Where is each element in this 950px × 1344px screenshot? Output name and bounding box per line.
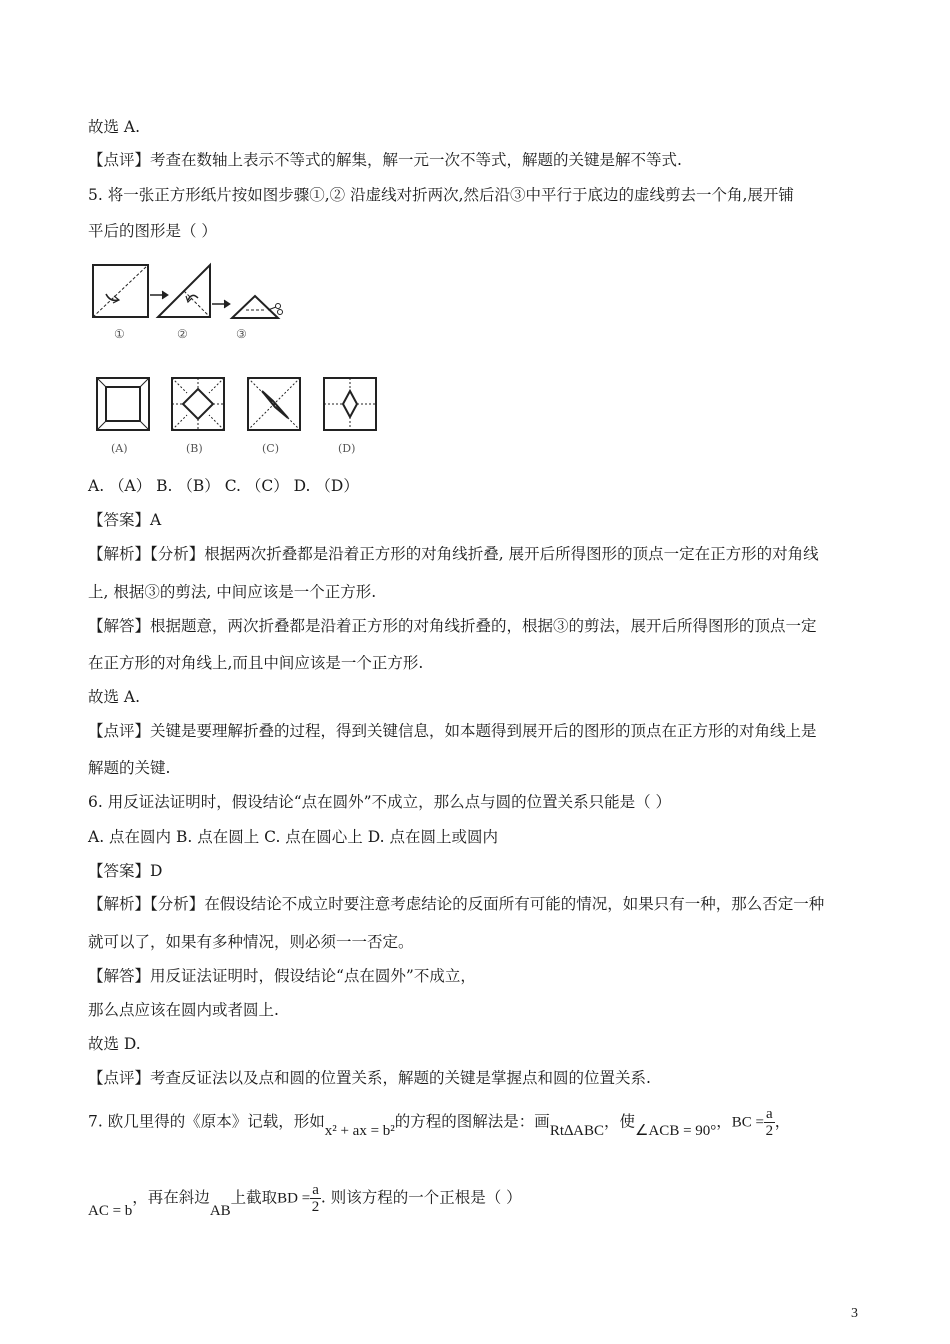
question-7: 7. 欧几里得的《原本》记载，形如x² + ax = b²的方程的图解法是：画Rt∆ABC，使∠ACB = 90°，BC = $\frac{a}{2}$ ，	[88, 1106, 791, 1139]
text-line: 故选 D.	[88, 1035, 141, 1053]
solution: 【解答】根据题意，两次折叠都是沿着正方形的对角线折叠的，根据③的剪法，展开后所得图形的顶点一定	[88, 617, 817, 635]
bd-label: BD =	[277, 1190, 311, 1207]
text-line: 故选 A.	[88, 688, 141, 706]
triangle-label: Rt∆ABC	[549, 1122, 605, 1139]
text-line: 就可以了，如果有多种情况，则必须一一否定。	[88, 933, 414, 951]
answer: 【答案】A	[88, 511, 162, 529]
option-b-shape	[172, 378, 224, 430]
text-line: 平后的图形是（ ）	[88, 222, 217, 240]
step-label: ②	[177, 327, 188, 341]
option-d-shape	[324, 378, 376, 430]
option-label: (D)	[338, 442, 356, 455]
equation: x² + ax = b²	[324, 1122, 395, 1139]
options-line: A. 点在圆内 B. 点在圆上 C. 点在圆心上 D. 点在圆上或圆内	[88, 828, 498, 846]
text-line: 解题的关键.	[88, 759, 171, 777]
text-line: 故选 A.	[88, 118, 141, 136]
fraction: $\frac{a}{2}$	[765, 1106, 774, 1139]
page-number: 3	[851, 1306, 858, 1321]
solution: 【解答】用反证法证明时，假设结论“点在圆外”不成立，	[88, 967, 476, 985]
text-line: 在正方形的对角线上,而且中间应该是一个正方形.	[88, 654, 424, 672]
folding-steps-figure	[88, 262, 288, 344]
question-6: 6. 用反证法证明时，假设结论“点在圆外”不成立，那么点与圆的位置关系只能是（ ）	[88, 793, 671, 811]
step-label: ①	[114, 327, 125, 341]
question-7-cont: AC = b，再在斜边AB上截取BD = $\frac{a}{2}$ . 则该方程的一个正根是（ ）	[88, 1182, 522, 1219]
analysis: 【解析】【分析】根据两次折叠都是沿着正方形的对角线折叠, 展开后所得图形的顶点一定在正方形的对角线	[88, 545, 819, 563]
answer-options-figure	[95, 376, 385, 458]
step-label: ③	[236, 327, 247, 341]
option-label: (B)	[186, 442, 203, 455]
ac-label: AC = b	[88, 1202, 133, 1219]
text-line: 上, 根据③的剪法, 中间应该是一个正方形.	[88, 583, 377, 601]
ab-label: AB	[209, 1202, 231, 1219]
options-line: A. （A） B. （B） C. （C） D. （D）	[88, 477, 359, 495]
comment: 【点评】关键是要理解折叠的过程，得到关键信息，如本题得到展开后的图形的顶点在正方形的对角线上是	[88, 722, 817, 740]
text-line: 【点评】考查在数轴上表示不等式的解集，解一元一次不等式，解题的关键是解不等式.	[88, 151, 682, 169]
fraction: $\frac{a}{2}$	[311, 1182, 320, 1215]
option-c-shape	[248, 378, 300, 430]
angle-label: ∠ACB = 90°	[635, 1122, 717, 1139]
text-line: 那么点应该在圆内或者圆上.	[88, 1001, 279, 1019]
option-a-shape	[97, 378, 149, 430]
question-5: 5. 将一张正方形纸片按如图步骤①,② 沿虚线对折两次,然后沿③中平行于底边的虚线剪去一个角,展开铺	[88, 186, 794, 204]
answer: 【答案】D	[88, 862, 163, 880]
option-label: (A)	[111, 442, 128, 455]
comment: 【点评】考查反证法以及点和圆的位置关系，解题的关键是掌握点和圆的位置关系.	[88, 1069, 651, 1087]
analysis: 【解析】【分析】在假设结论不成立时要注意考虑结论的反面所有可能的情况，如果只有一种，那么否定一种	[88, 895, 825, 913]
bc-label: BC =	[731, 1114, 765, 1131]
option-label: (C)	[262, 442, 279, 455]
